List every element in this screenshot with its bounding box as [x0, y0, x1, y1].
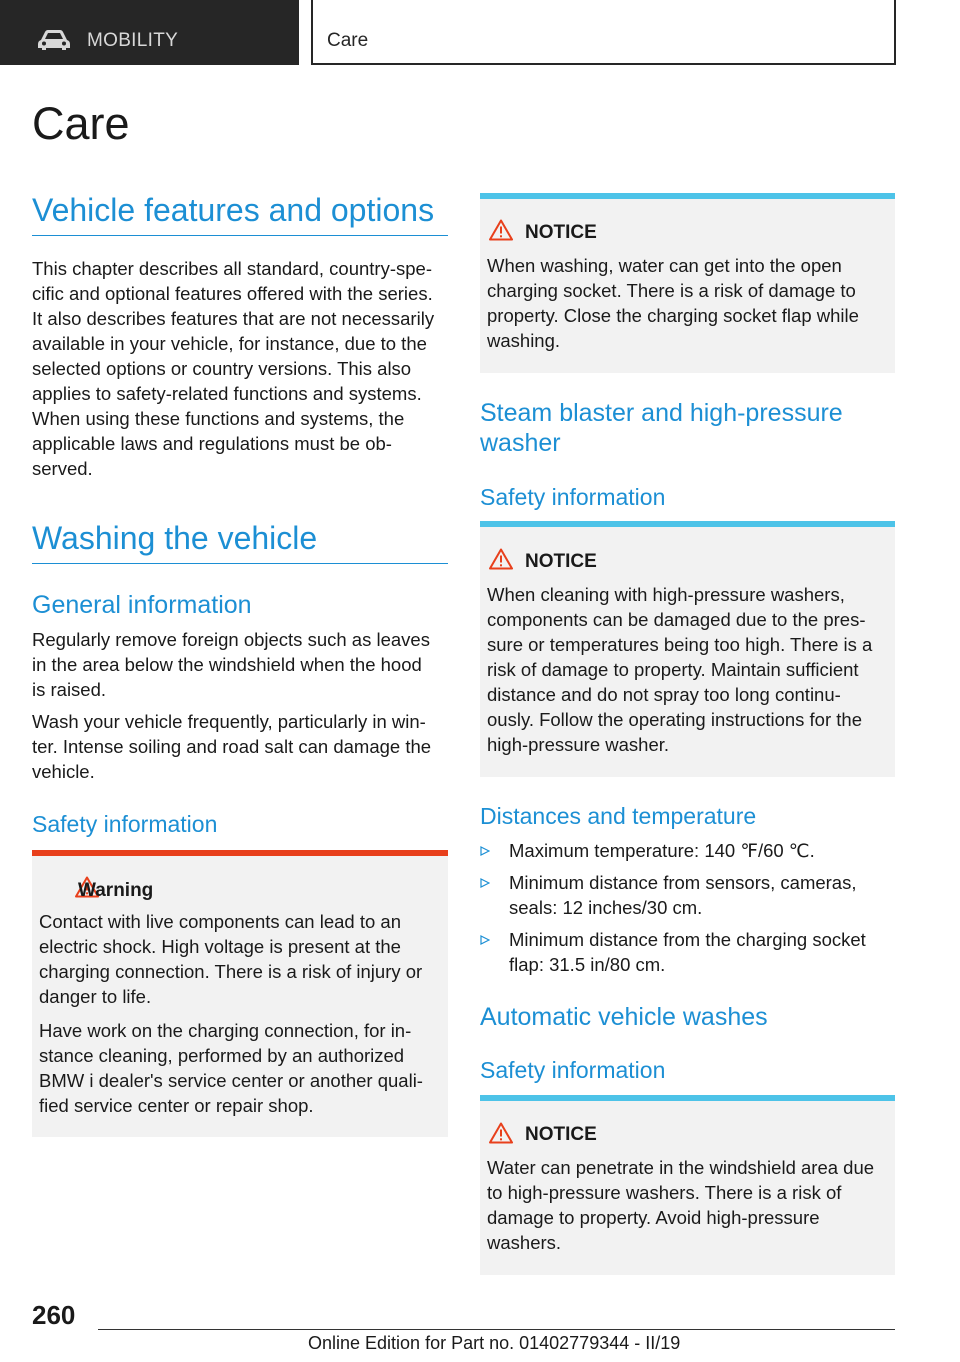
text-line: charging connection. There is a risk of injury or — [39, 961, 423, 982]
text-line: Have work on the charging connection, for in- — [39, 1020, 412, 1041]
notice-bar — [480, 521, 895, 527]
text-line: vehicle. — [32, 761, 95, 782]
text-line: charging socket. There is a risk of damage to — [487, 280, 856, 301]
page-title: Care — [32, 98, 130, 149]
warning-triangle-icon — [489, 1122, 513, 1144]
text-line: ter. Intense soiling and road salt can damage the — [32, 736, 432, 757]
text-line: BMW i dealer's service center or another quali- — [39, 1070, 423, 1091]
warning-title: Warning — [78, 880, 154, 901]
text-line: served. — [32, 458, 93, 479]
text-line: electric shock. High voltage is present at the — [39, 936, 401, 957]
paragraph-features — [32, 256, 452, 481]
text-line: distance and do not spray too long continu- — [487, 684, 841, 705]
paragraph-general-1 — [32, 627, 452, 702]
text-line: flap: 31.5 in/80 cm. — [509, 954, 666, 975]
text-line: seals: 12 inches/30 cm. — [509, 897, 703, 918]
text-line: to high-pressure washers. There is a risk of — [487, 1182, 842, 1203]
text-line: When using these functions and systems, the — [32, 408, 405, 429]
notice-text — [487, 253, 891, 353]
heading-rule — [32, 563, 448, 564]
warning-text-1 — [39, 909, 444, 1009]
footer-rule — [98, 1329, 895, 1330]
text-line: Minimum distance from sensors, cameras, — [509, 872, 857, 893]
car-icon — [37, 29, 71, 51]
chapter-tab — [311, 0, 896, 65]
bullet-triangle-icon — [480, 878, 490, 888]
text-line: Wash your vehicle frequently, particularly in win- — [32, 711, 426, 732]
text-line: When cleaning with high-pressure washers, — [487, 584, 845, 605]
text-line: Maximum temperature: 140 ℉/60 ℃. — [509, 840, 815, 861]
notice-text — [487, 582, 892, 757]
text-line: applicable laws and regulations must be ob- — [32, 433, 392, 454]
text-line: Water can penetrate in the windshield area due — [487, 1157, 875, 1178]
heading-general-info: General information — [32, 591, 252, 619]
text-line: cific and optional features offered with the series. — [32, 283, 433, 304]
text-line: Minimum distance from the charging socket — [509, 929, 866, 950]
heading-line: washer — [480, 429, 561, 457]
text-line: danger to life. — [39, 986, 152, 1007]
text-line: This chapter describes all standard, country-spe- — [32, 258, 432, 279]
bullet-triangle-icon — [480, 846, 490, 856]
list-item-text — [509, 870, 889, 920]
text-line: is raised. — [32, 679, 107, 700]
notice-box-automatic — [480, 1095, 895, 1275]
text-line: sure or temperatures being too high. There is a — [487, 634, 873, 655]
notice-bar — [480, 193, 895, 199]
warning-text-2 — [39, 1018, 444, 1118]
list-item — [480, 838, 895, 863]
text-line: in the area below the windshield when the hood — [32, 654, 422, 675]
text-line: property. Close the charging socket flap while — [487, 305, 859, 326]
text-line: risk of damage to property. Maintain sufficient — [487, 659, 859, 680]
text-line: damage to property. Avoid high-pressure — [487, 1207, 820, 1228]
text-line: Regularly remove foreign objects such as leaves — [32, 629, 430, 650]
heading-vehicle-features: Vehicle features and options — [32, 192, 435, 228]
text-line: high-pressure washer. — [487, 734, 670, 755]
heading-washing: Washing the vehicle — [32, 520, 318, 556]
heading-automatic-washes: Automatic vehicle washes — [480, 1003, 768, 1031]
heading-rule — [32, 235, 448, 236]
text-line: components can be damaged due to the pres- — [487, 609, 866, 630]
text-line: Contact with live components can lead to an — [39, 911, 401, 932]
heading-distances: Distances and temperature — [480, 803, 757, 829]
bullet-triangle-icon — [480, 935, 490, 945]
notice-box-high-pressure — [480, 521, 895, 777]
heading-safety-info: Safety information — [32, 811, 218, 837]
text-line: When washing, water can get into the open — [487, 255, 842, 276]
list-item — [480, 927, 895, 977]
list-item — [480, 870, 895, 920]
notice-title: NOTICE — [525, 551, 597, 572]
text-line: ously. Follow the operating instructions for the — [487, 709, 862, 730]
text-line: available in your vehicle, for instance, due to the — [32, 333, 427, 354]
text-line: fied service center or repair shop. — [39, 1095, 314, 1116]
warning-box — [32, 850, 448, 1137]
list-item-text — [509, 838, 889, 863]
notice-title: NOTICE — [525, 222, 597, 243]
notice-text — [487, 1155, 892, 1255]
list-item-text — [509, 927, 889, 977]
notice-box-washing — [480, 193, 895, 373]
section-tab — [0, 0, 299, 65]
warning-triangle-icon — [489, 548, 513, 570]
text-line: stance cleaning, performed by an authorized — [39, 1045, 405, 1066]
section-label: MOBILITY — [87, 30, 179, 51]
paragraph-general-2 — [32, 709, 452, 784]
text-line: It also describes features that are not necessarily — [32, 308, 435, 329]
notice-title: NOTICE — [525, 1124, 597, 1145]
footer-edition: Online Edition for Part no. 01402779344 - II/19 — [308, 1333, 681, 1353]
text-line: selected options or country versions. This also — [32, 358, 412, 379]
warning-triangle-icon — [489, 219, 513, 241]
heading-safety-info-steam: Safety information — [480, 484, 666, 510]
text-line: washing. — [487, 330, 561, 351]
text-line: applies to safety-related functions and systems. — [32, 383, 422, 404]
text-line: washers. — [487, 1232, 562, 1253]
page-number: 260 — [32, 1300, 76, 1330]
heading-safety-info-auto: Safety information — [480, 1057, 666, 1083]
warning-bar — [32, 850, 448, 856]
heading-steam-blaster — [480, 398, 895, 458]
chapter-label: Care — [327, 30, 369, 51]
heading-line: Steam blaster and high-pressure — [480, 399, 843, 427]
notice-bar — [480, 1095, 895, 1101]
